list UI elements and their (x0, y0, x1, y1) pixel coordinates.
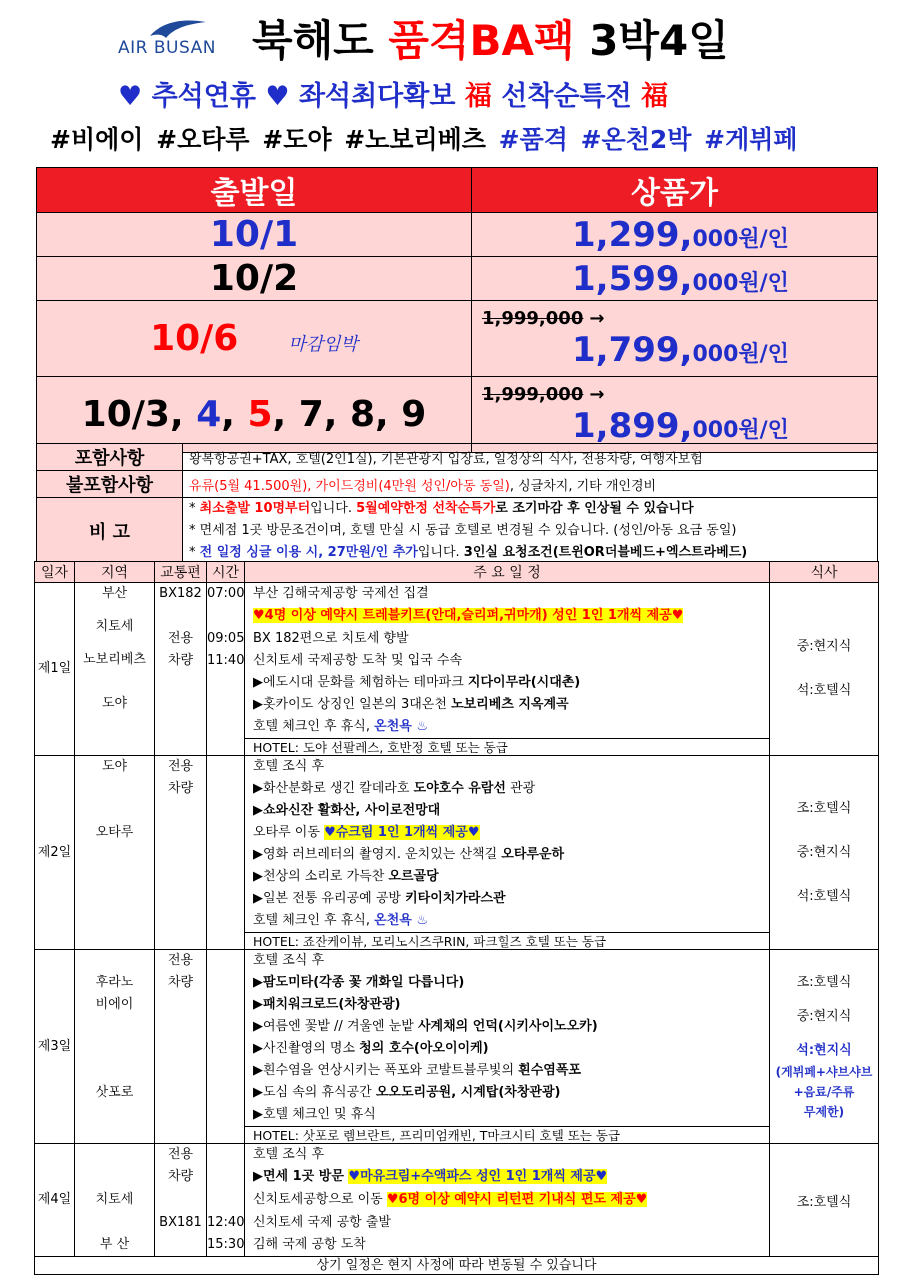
schedule-bold: 도야호수 유람선 (413, 781, 506, 796)
subtitle-a: ♥ 추석연휴 ♥ 좌석최다확보 (118, 81, 465, 112)
price-unit: 000원/인 (692, 270, 789, 296)
time: 07:00 (207, 586, 245, 601)
meal: 조:호텔식 (796, 1194, 852, 1210)
region-spacer (75, 671, 154, 693)
transport-cell (155, 1144, 207, 1257)
region: 도야 (101, 759, 128, 774)
schedule-bold: 오오도리공원, 시계탑(차창관광) (375, 1085, 561, 1100)
day-row (35, 950, 879, 1144)
subtitle (118, 74, 668, 113)
price-main: 1,899, (572, 405, 693, 446)
schedule-bold: 오타루운하 (501, 847, 565, 862)
price-value (472, 377, 878, 453)
meal: 중:현지식 (796, 844, 852, 860)
header-region: 지역 (75, 562, 155, 583)
footer-row (35, 1257, 879, 1275)
day-row (35, 583, 879, 756)
air-busan-logo (118, 18, 228, 60)
arrow-icon: → (589, 383, 605, 405)
excluded-row (37, 471, 878, 498)
region-cell (75, 756, 155, 950)
schedule-item (245, 866, 769, 888)
transport: 전용 (167, 631, 194, 646)
meals-cell (770, 583, 879, 756)
fortune-char: 福 (641, 81, 669, 112)
hotel-info: HOTEL: 죠잔케이뷰, 모리노시즈쿠RIN, 파크힐즈 호텔 또는 동급 (245, 932, 769, 949)
itinerary-table (34, 561, 879, 1275)
region-cell (75, 1144, 155, 1257)
region-spacer (75, 1166, 154, 1188)
price-header-row (37, 168, 878, 213)
meals-cell (770, 1144, 879, 1257)
header-day: 일자 (35, 562, 75, 583)
itinerary-header-row (35, 562, 879, 583)
transport-cell (155, 950, 207, 1144)
time-spacer (207, 605, 244, 628)
struck-price: 1,999,000 (482, 307, 584, 329)
region-spacer (75, 1060, 154, 1082)
time-cell (207, 1144, 245, 1257)
date-part: 4 (196, 394, 222, 435)
schedule-item (245, 672, 769, 694)
departure-date: 10/2 (37, 257, 472, 301)
price-table (36, 167, 878, 453)
schedule-text: ▶사진촬영의 명소 (253, 1041, 360, 1056)
remark-bullet: * (189, 501, 200, 516)
schedule-item (245, 1060, 769, 1082)
schedule-bold: 사계채의 언덕(시키사이노오카) (418, 1019, 598, 1034)
logo-text: AIR BUSAN (118, 38, 216, 58)
hotel-info: HOTEL: 도야 선팔레스, 호반정 호텔 또는 동급 (245, 738, 769, 755)
time: 12:40 (207, 1215, 245, 1230)
tag: #노보리베츠 (344, 125, 486, 154)
remark-text: 로 조기마감 후 인상될 수 있습니다 (495, 501, 694, 516)
remark-highlight: 3인실 요청조건(트윈OR더블베드+엑스트라베드) (463, 545, 748, 560)
schedule-text: 오타루 이동 (253, 825, 325, 840)
schedule-text: 관광 (505, 781, 536, 796)
price-row (37, 213, 878, 257)
time-spacer (207, 1144, 244, 1166)
schedule-item (245, 1016, 769, 1038)
excluded-text (183, 471, 878, 498)
schedule-cell (245, 1144, 770, 1257)
schedule-text: ▶천상의 소리로 가득찬 (253, 869, 389, 884)
transport-cell (155, 583, 207, 756)
region: 오타루 (95, 825, 134, 840)
flight-number: BX181 (159, 1215, 202, 1230)
meal-note: 무제한) (803, 1104, 845, 1119)
promo-highlight: ♥4명 이상 예약시 트레블키트(안대,슬리퍼,귀마개) 성인 1인 1개씩 제공♥ (253, 608, 684, 623)
time: 11:40 (207, 653, 245, 668)
title-highlight: 품격BA팩 (388, 16, 575, 65)
schedule-bold: 키타이치가라스관 (405, 891, 506, 906)
schedule-item: ▶패치워크로드(차창관광) (253, 997, 401, 1012)
fortune-char: 福 (464, 81, 492, 112)
price-value (472, 257, 878, 301)
region: 도야 (101, 696, 128, 711)
region: 후라노 (95, 975, 134, 990)
schedule-cell (245, 756, 770, 950)
day-label: 제2일 (35, 756, 75, 950)
header-meals: 식사 (770, 562, 879, 583)
region-spacer (75, 778, 154, 800)
col-departure-date: 출발일 (37, 168, 472, 213)
schedule-text: ▶영화 러브레터의 촬영지. 운치있는 산책길 (253, 847, 502, 862)
schedule-bold: 지다이무라(시대촌) (467, 675, 581, 690)
meal: 중:현지식 (796, 1008, 852, 1024)
schedule-item: 호텔 조식 후 (253, 953, 325, 968)
remark-line (189, 498, 871, 520)
flight-number: BX182 (159, 586, 202, 601)
price-row (37, 377, 878, 453)
schedule-text: ▶화산분화로 생긴 칼데라호 (253, 781, 414, 796)
day-row (35, 1144, 879, 1257)
schedule-item (245, 605, 769, 628)
day-row (35, 756, 879, 950)
price-main: 1,599, (572, 258, 693, 299)
schedule-item (245, 1166, 769, 1188)
region-spacer (75, 800, 154, 822)
meal: 석:현지식 (796, 1042, 852, 1058)
tag: #오타루 (156, 125, 250, 154)
remark-highlight: 5월예약한정 선착순특가 (356, 501, 496, 516)
price-unit: 000원/인 (692, 226, 789, 252)
region: 노보리베츠 (83, 652, 146, 667)
departure-date-cell (37, 377, 472, 453)
schedule-text: 호텔 체크인 후 휴식, (253, 719, 375, 734)
schedule-item (245, 1188, 769, 1212)
tag: #온천2박 (580, 125, 692, 154)
schedule-item (245, 1082, 769, 1104)
remark-text: 입니다. (417, 545, 464, 560)
meal-note: +음료/주류 (793, 1084, 855, 1099)
region: 치토세 (95, 619, 134, 634)
price-unit: 000원/인 (692, 417, 789, 443)
meal: 조:호텔식 (796, 974, 852, 990)
date-part: , 7, 8, 9 (272, 394, 427, 435)
closing-soon-note: 마감임박 (288, 334, 358, 355)
region-spacer (75, 1212, 154, 1234)
included-row (37, 444, 878, 471)
header-time: 시간 (207, 562, 245, 583)
departure-date-cell (37, 301, 472, 377)
region-spacer (75, 1144, 154, 1166)
transport: 전용 (167, 759, 194, 774)
date-part: 5 (247, 394, 273, 435)
hashtags (50, 120, 798, 156)
promo-highlight: ♥마유크림+수액파스 성인 1인 1개씩 제공♥ (348, 1169, 608, 1184)
schedule-bold: 오르골당 (388, 869, 439, 884)
price-value (472, 213, 878, 257)
included-text: 왕복항공권+TAX, 호텔(2인1실), 기본관광지 입장료, 일정상의 식사, 전용차량, 여행자보험 (183, 444, 878, 471)
time: 09:05 (207, 631, 245, 646)
region-spacer (75, 638, 154, 649)
schedule-item: 신치토세 국제공항 도착 및 입국 수속 (253, 653, 463, 668)
tag: #품격 (498, 125, 568, 154)
excluded-label: 불포함사항 (37, 471, 183, 498)
time-cell (207, 950, 245, 1144)
excluded-highlight: 유류(5월 41.500원), 가이드경비(4만원 성인/아동 동일) (189, 478, 510, 494)
date-part: , (221, 394, 248, 435)
schedule-cell (245, 583, 770, 756)
schedule-bold: 흰수염폭포 (518, 1063, 581, 1078)
region-spacer (75, 605, 154, 616)
arrow-icon: → (589, 307, 605, 329)
schedule-item: 호텔 조식 후 (253, 1147, 325, 1162)
transport-spacer (155, 1188, 206, 1212)
header (0, 0, 905, 165)
region-spacer (75, 1038, 154, 1060)
price-row (37, 301, 878, 377)
schedule-text: ▶도심 속의 휴식공간 (253, 1085, 376, 1100)
original-price (482, 384, 877, 406)
meal: 중:현지식 (796, 639, 852, 654)
schedule-item: BX 182편으로 치토세 향발 (253, 631, 409, 646)
col-price: 상품가 (472, 168, 878, 213)
transport: 차량 (167, 1169, 194, 1184)
hotel-info: HOTEL: 삿포로 렘브란트, 프리미엄캐빈, T마크시티 호텔 또는 동급 (245, 1126, 769, 1143)
schedule-item: ▶팜도미타(각종 꽃 개화일 다릅니다) (253, 975, 465, 990)
time-spacer (207, 1188, 244, 1212)
schedule-cell (245, 950, 770, 1144)
tag: #도야 (262, 125, 332, 154)
region-spacer (75, 950, 154, 972)
meal-note: (게뷔페+샤브샤브 (775, 1064, 873, 1079)
meal: 조:호텔식 (796, 800, 852, 816)
transport-cell (155, 756, 207, 950)
title-part2: 3박4일 (574, 16, 729, 65)
region: 치토세 (95, 1192, 134, 1207)
schedule-item (245, 694, 769, 716)
page-title (252, 8, 729, 68)
day-label: 제4일 (35, 1144, 75, 1257)
schedule-item (245, 822, 769, 844)
price-main: 1,799, (572, 329, 693, 370)
schedule-bold: 노보리베츠 지옥계곡 (451, 697, 569, 712)
meal: 석:호텔식 (796, 888, 852, 904)
remarks-text (183, 498, 878, 565)
region-cell (75, 583, 155, 756)
included-label: 포함사항 (37, 444, 183, 471)
schedule-item: ▶호텔 체크인 및 휴식 (253, 1107, 376, 1122)
region: 부산 (101, 586, 128, 601)
schedule-text: ▶일본 전통 유리공예 공방 (253, 891, 406, 906)
schedule-bold: 청의 호수(아오이이케) (359, 1041, 489, 1056)
remark-highlight: 최소출발 10명부터 (199, 501, 311, 516)
day-label: 제3일 (35, 950, 75, 1144)
remark-text: 입니다. (310, 501, 357, 516)
schedule-item (245, 716, 769, 738)
schedule-item: ▶쇼와신잔 활화산, 사이로전망대 (253, 803, 441, 818)
schedule-text: ▶여름엔 꽃밭 // 겨울엔 눈밭 (253, 1019, 418, 1034)
title-part1: 북해도 (252, 16, 389, 65)
schedule-item (245, 888, 769, 910)
subtitle-b: 선착순특전 (491, 81, 642, 112)
original-price (482, 308, 877, 330)
schedule-text: 호텔 체크인 후 휴식, (253, 913, 375, 928)
day-label: 제1일 (35, 583, 75, 756)
schedule-item (245, 1038, 769, 1060)
schedule-item: 김해 국제 공항 도착 (253, 1237, 366, 1252)
region: 비에이 (95, 997, 134, 1012)
time-cell (207, 756, 245, 950)
region: 삿포로 (95, 1085, 134, 1100)
transport: 차량 (167, 781, 194, 796)
tag: #게뷔페 (704, 125, 798, 154)
date-part: 10/3, (81, 394, 197, 435)
remarks-row (37, 498, 878, 565)
region: 부 산 (99, 1237, 130, 1252)
schedule-text: ▶홋카이도 상징인 일본의 3대온천 (253, 697, 452, 712)
transport: 차량 (167, 975, 194, 990)
schedule-item: 신치토세 국제 공항 출발 (253, 1215, 391, 1230)
meal: 석:호텔식 (796, 683, 852, 698)
promo-highlight: ♥6명 이상 예약시 리턴편 기내식 편도 제공♥ (386, 1192, 648, 1207)
tag: #비에이 (50, 125, 144, 154)
transport: 차량 (167, 653, 194, 668)
price-value (472, 301, 878, 377)
transport: 전용 (167, 1147, 194, 1162)
hot-spring-icon: 온천욕 ♨ (374, 719, 428, 734)
header-transport: 교통편 (155, 562, 207, 583)
footer-note: 상기 일정은 현지 사정에 따라 변동될 수 있습니다 (35, 1257, 879, 1275)
remarks-label: 비 고 (37, 498, 183, 565)
meals-cell (770, 756, 879, 950)
remark-bullet: * (189, 545, 200, 560)
region-cell (75, 950, 155, 1144)
promo-highlight: ♥슈크림 1인 1개씩 제공♥ (324, 825, 480, 840)
schedule-item: 호텔 조식 후 (253, 759, 325, 774)
excluded-rest: , 싱글차지, 기타 개인경비 (509, 478, 657, 494)
time-cell (207, 583, 245, 756)
hot-spring-icon: 온천욕 ♨ (374, 913, 428, 928)
header-schedule: 주 요 일 정 (245, 562, 770, 583)
remark-line: * 면세점 1곳 방문조건이며, 호텔 만실 시 동급 호텔로 변경될 수 있습니다. (성인/아동 요금 동일) (189, 523, 737, 538)
wing-icon (148, 18, 208, 40)
meals-cell (770, 950, 879, 1144)
region-spacer (75, 1016, 154, 1038)
schedule-text: 신치토세공항으로 이동 (253, 1192, 387, 1207)
schedule-text: ▶흰수염을 연상시키는 폭포와 코발트블루빛의 (253, 1063, 519, 1078)
remark-highlight: 전 일정 싱글 이용 시, 27만원/인 추가 (199, 545, 418, 560)
schedule-item (245, 778, 769, 800)
time-spacer (207, 1166, 244, 1188)
schedule-item (245, 844, 769, 866)
price-unit: 000원/인 (692, 341, 789, 367)
transport-spacer (155, 605, 206, 628)
price-main: 1,299, (572, 214, 693, 255)
price-row (37, 257, 878, 301)
time: 15:30 (207, 1237, 245, 1252)
schedule-bold: ▶면세 1곳 방문 (253, 1169, 349, 1184)
transport: 전용 (167, 953, 194, 968)
struck-price: 1,999,000 (482, 383, 584, 405)
departure-date: 10/6 (150, 318, 239, 359)
info-table (36, 443, 878, 565)
departure-date: 10/1 (37, 213, 472, 257)
schedule-item (245, 910, 769, 932)
schedule-text: ▶에도시대 문화를 체험하는 테마파크 (253, 675, 468, 690)
schedule-item: 부산 김해국제공항 국제선 집결 (253, 586, 429, 601)
